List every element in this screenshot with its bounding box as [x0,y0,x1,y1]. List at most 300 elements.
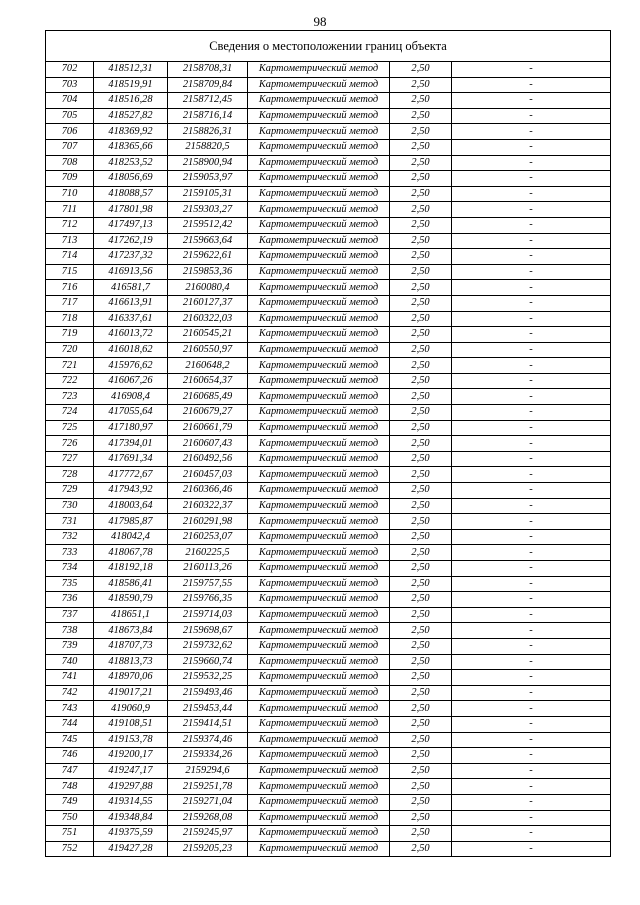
method-cell: Картометрический метод [248,451,390,467]
method-cell: Картометрический метод [248,467,390,483]
precision-cell: 2,50 [390,732,452,748]
method-cell: Картометрический метод [248,841,390,857]
method-cell: Картометрический метод [248,108,390,124]
method-cell: Картометрический метод [248,358,390,374]
y-coordinate-cell: 2160654,37 [168,373,248,389]
y-coordinate-cell: 2160225,5 [168,545,248,561]
precision-cell: 2,50 [390,373,452,389]
point-number-cell: 743 [46,701,94,717]
description-cell: - [452,280,611,296]
precision-cell: 2,50 [390,186,452,202]
boundary-table-container [45,30,610,857]
y-coordinate-cell: 2159245,97 [168,826,248,842]
method-cell: Картометрический метод [248,748,390,764]
table-row [46,373,611,389]
precision-cell: 2,50 [390,763,452,779]
x-coordinate-cell: 417772,67 [94,467,168,483]
precision-cell: 2,50 [390,342,452,358]
table-row [46,810,611,826]
point-number-cell: 729 [46,483,94,499]
y-coordinate-cell: 2159374,46 [168,732,248,748]
precision-cell: 2,50 [390,607,452,623]
description-cell: - [452,186,611,202]
description-cell: - [452,358,611,374]
x-coordinate-cell: 415976,62 [94,358,168,374]
y-coordinate-cell: 2160492,56 [168,451,248,467]
description-cell: - [452,373,611,389]
point-number-cell: 731 [46,514,94,530]
y-coordinate-cell: 2160127,37 [168,295,248,311]
method-cell: Картометрический метод [248,701,390,717]
description-cell: - [452,451,611,467]
description-cell: - [452,826,611,842]
y-coordinate-cell: 2159732,62 [168,638,248,654]
table-title: Сведения о местоположении границ объекта [46,31,611,62]
point-number-cell: 734 [46,561,94,577]
point-number-cell: 710 [46,186,94,202]
table-row [46,701,611,717]
x-coordinate-cell: 418590,79 [94,592,168,608]
point-number-cell: 714 [46,249,94,265]
table-row [46,436,611,452]
method-cell: Картометрический метод [248,93,390,109]
table-row [46,171,611,187]
y-coordinate-cell: 2159105,31 [168,186,248,202]
table-row [46,514,611,530]
table-row [46,529,611,545]
method-cell: Картометрический метод [248,280,390,296]
y-coordinate-cell: 2160550,97 [168,342,248,358]
description-cell: - [452,233,611,249]
method-cell: Картометрический метод [248,436,390,452]
method-cell: Картометрический метод [248,311,390,327]
table-row [46,124,611,140]
table-row [46,77,611,93]
x-coordinate-cell: 419297,88 [94,779,168,795]
point-number-cell: 726 [46,436,94,452]
precision-cell: 2,50 [390,233,452,249]
x-coordinate-cell: 418673,84 [94,623,168,639]
point-number-cell: 706 [46,124,94,140]
precision-cell: 2,50 [390,561,452,577]
point-number-cell: 746 [46,748,94,764]
point-number-cell: 742 [46,685,94,701]
x-coordinate-cell: 417262,19 [94,233,168,249]
table-row [46,233,611,249]
x-coordinate-cell: 416581,7 [94,280,168,296]
point-number-cell: 741 [46,670,94,686]
precision-cell: 2,50 [390,748,452,764]
y-coordinate-cell: 2160648,2 [168,358,248,374]
y-coordinate-cell: 2159268,08 [168,810,248,826]
method-cell: Картометрический метод [248,249,390,265]
precision-cell: 2,50 [390,155,452,171]
table-row [46,295,611,311]
description-cell: - [452,498,611,514]
y-coordinate-cell: 2158712,45 [168,93,248,109]
precision-cell: 2,50 [390,358,452,374]
method-cell: Картометрический метод [248,233,390,249]
y-coordinate-cell: 2160322,37 [168,498,248,514]
y-coordinate-cell: 2159053,97 [168,171,248,187]
point-number-cell: 704 [46,93,94,109]
precision-cell: 2,50 [390,451,452,467]
precision-cell: 2,50 [390,545,452,561]
x-coordinate-cell: 418088,57 [94,186,168,202]
x-coordinate-cell: 419348,84 [94,810,168,826]
table-row [46,342,611,358]
table-row [46,716,611,732]
x-coordinate-cell: 416018,62 [94,342,168,358]
table-row [46,638,611,654]
description-cell: - [452,62,611,78]
table-row [46,389,611,405]
description-cell: - [452,249,611,265]
table-row [46,249,611,265]
table-row [46,654,611,670]
method-cell: Картометрический метод [248,186,390,202]
x-coordinate-cell: 418651,1 [94,607,168,623]
y-coordinate-cell: 2159660,74 [168,654,248,670]
point-number-cell: 748 [46,779,94,795]
precision-cell: 2,50 [390,264,452,280]
x-coordinate-cell: 419153,78 [94,732,168,748]
precision-cell: 2,50 [390,592,452,608]
x-coordinate-cell: 418516,28 [94,93,168,109]
method-cell: Картометрический метод [248,327,390,343]
y-coordinate-cell: 2160679,27 [168,405,248,421]
method-cell: Картометрический метод [248,498,390,514]
point-number-cell: 724 [46,405,94,421]
y-coordinate-cell: 2160253,07 [168,529,248,545]
method-cell: Картометрический метод [248,529,390,545]
method-cell: Картометрический метод [248,483,390,499]
y-coordinate-cell: 2159334,26 [168,748,248,764]
point-number-cell: 740 [46,654,94,670]
description-cell: - [452,810,611,826]
method-cell: Картометрический метод [248,295,390,311]
method-cell: Картометрический метод [248,685,390,701]
method-cell: Картометрический метод [248,732,390,748]
description-cell: - [452,748,611,764]
method-cell: Картометрический метод [248,202,390,218]
x-coordinate-cell: 416908,4 [94,389,168,405]
point-number-cell: 749 [46,794,94,810]
point-number-cell: 723 [46,389,94,405]
point-number-cell: 713 [46,233,94,249]
x-coordinate-cell: 418970,06 [94,670,168,686]
y-coordinate-cell: 2159414,51 [168,716,248,732]
x-coordinate-cell: 418512,31 [94,62,168,78]
precision-cell: 2,50 [390,514,452,530]
point-number-cell: 750 [46,810,94,826]
table-row [46,779,611,795]
y-coordinate-cell: 2160113,26 [168,561,248,577]
x-coordinate-cell: 417801,98 [94,202,168,218]
point-number-cell: 721 [46,358,94,374]
method-cell: Картометрический метод [248,826,390,842]
method-cell: Картометрический метод [248,576,390,592]
x-coordinate-cell: 419375,59 [94,826,168,842]
x-coordinate-cell: 418056,69 [94,171,168,187]
precision-cell: 2,50 [390,327,452,343]
description-cell: - [452,311,611,327]
precision-cell: 2,50 [390,62,452,78]
y-coordinate-cell: 2159757,55 [168,576,248,592]
method-cell: Картометрический метод [248,810,390,826]
x-coordinate-cell: 417180,97 [94,420,168,436]
precision-cell: 2,50 [390,171,452,187]
point-number-cell: 702 [46,62,94,78]
table-row [46,311,611,327]
precision-cell: 2,50 [390,779,452,795]
description-cell: - [452,670,611,686]
x-coordinate-cell: 418067,78 [94,545,168,561]
x-coordinate-cell: 417985,87 [94,514,168,530]
y-coordinate-cell: 2159766,35 [168,592,248,608]
y-coordinate-cell: 2159303,27 [168,202,248,218]
precision-cell: 2,50 [390,576,452,592]
y-coordinate-cell: 2159622,61 [168,249,248,265]
description-cell: - [452,155,611,171]
point-number-cell: 744 [46,716,94,732]
precision-cell: 2,50 [390,701,452,717]
x-coordinate-cell: 418192,18 [94,561,168,577]
precision-cell: 2,50 [390,529,452,545]
method-cell: Картометрический метод [248,514,390,530]
y-coordinate-cell: 2159853,36 [168,264,248,280]
precision-cell: 2,50 [390,420,452,436]
table-row [46,607,611,623]
method-cell: Картометрический метод [248,342,390,358]
y-coordinate-cell: 2159512,42 [168,217,248,233]
table-row [46,280,611,296]
description-cell: - [452,638,611,654]
method-cell: Картометрический метод [248,545,390,561]
table-row [46,62,611,78]
precision-cell: 2,50 [390,685,452,701]
x-coordinate-cell: 419314,55 [94,794,168,810]
y-coordinate-cell: 2160080,4 [168,280,248,296]
description-cell: - [452,561,611,577]
description-cell: - [452,124,611,140]
y-coordinate-cell: 2160607,43 [168,436,248,452]
description-cell: - [452,139,611,155]
method-cell: Картометрический метод [248,561,390,577]
description-cell: - [452,77,611,93]
point-number-cell: 745 [46,732,94,748]
description-cell: - [452,420,611,436]
point-number-cell: 752 [46,841,94,857]
precision-cell: 2,50 [390,124,452,140]
point-number-cell: 739 [46,638,94,654]
x-coordinate-cell: 418042,4 [94,529,168,545]
table-row [46,186,611,202]
precision-cell: 2,50 [390,436,452,452]
description-cell: - [452,763,611,779]
table-row [46,467,611,483]
precision-cell: 2,50 [390,794,452,810]
y-coordinate-cell: 2159714,03 [168,607,248,623]
method-cell: Картометрический метод [248,420,390,436]
y-coordinate-cell: 2158826,31 [168,124,248,140]
point-number-cell: 707 [46,139,94,155]
precision-cell: 2,50 [390,295,452,311]
method-cell: Картометрический метод [248,217,390,233]
y-coordinate-cell: 2158900,94 [168,155,248,171]
y-coordinate-cell: 2160685,49 [168,389,248,405]
x-coordinate-cell: 417691,34 [94,451,168,467]
description-cell: - [452,217,611,233]
description-cell: - [452,716,611,732]
y-coordinate-cell: 2159698,67 [168,623,248,639]
point-number-cell: 722 [46,373,94,389]
description-cell: - [452,436,611,452]
table-row [46,93,611,109]
x-coordinate-cell: 416913,56 [94,264,168,280]
point-number-cell: 737 [46,607,94,623]
table-row [46,545,611,561]
y-coordinate-cell: 2159453,44 [168,701,248,717]
y-coordinate-cell: 2160322,03 [168,311,248,327]
precision-cell: 2,50 [390,483,452,499]
precision-cell: 2,50 [390,217,452,233]
point-number-cell: 705 [46,108,94,124]
description-cell: - [452,685,611,701]
point-number-cell: 716 [46,280,94,296]
description-cell: - [452,623,611,639]
y-coordinate-cell: 2159493,46 [168,685,248,701]
method-cell: Картометрический метод [248,373,390,389]
x-coordinate-cell: 418253,52 [94,155,168,171]
point-number-cell: 712 [46,217,94,233]
table-body [46,62,611,857]
x-coordinate-cell: 418527,82 [94,108,168,124]
point-number-cell: 711 [46,202,94,218]
x-coordinate-cell: 417497,13 [94,217,168,233]
x-coordinate-cell: 416613,91 [94,295,168,311]
table-row [46,592,611,608]
point-number-cell: 719 [46,327,94,343]
x-coordinate-cell: 416013,72 [94,327,168,343]
precision-cell: 2,50 [390,202,452,218]
precision-cell: 2,50 [390,498,452,514]
description-cell: - [452,327,611,343]
method-cell: Картометрический метод [248,592,390,608]
point-number-cell: 735 [46,576,94,592]
precision-cell: 2,50 [390,405,452,421]
point-number-cell: 736 [46,592,94,608]
description-cell: - [452,732,611,748]
description-cell: - [452,779,611,795]
table-row [46,217,611,233]
y-coordinate-cell: 2159532,25 [168,670,248,686]
method-cell: Картометрический метод [248,654,390,670]
method-cell: Картометрический метод [248,124,390,140]
y-coordinate-cell: 2160366,46 [168,483,248,499]
description-cell: - [452,654,611,670]
table-row [46,108,611,124]
method-cell: Картометрический метод [248,389,390,405]
table-row [46,841,611,857]
x-coordinate-cell: 417055,64 [94,405,168,421]
x-coordinate-cell: 419200,17 [94,748,168,764]
table-row [46,670,611,686]
precision-cell: 2,50 [390,311,452,327]
method-cell: Картометрический метод [248,670,390,686]
y-coordinate-cell: 2159205,23 [168,841,248,857]
description-cell: - [452,108,611,124]
table-row [46,264,611,280]
table-row [46,561,611,577]
precision-cell: 2,50 [390,623,452,639]
precision-cell: 2,50 [390,638,452,654]
table-row [46,623,611,639]
method-cell: Картометрический метод [248,139,390,155]
precision-cell: 2,50 [390,93,452,109]
table-row [46,794,611,810]
table-row [46,155,611,171]
point-number-cell: 720 [46,342,94,358]
y-coordinate-cell: 2158709,84 [168,77,248,93]
description-cell: - [452,794,611,810]
x-coordinate-cell: 418707,73 [94,638,168,654]
description-cell: - [452,171,611,187]
table-row [46,498,611,514]
description-cell: - [452,202,611,218]
table-row [46,139,611,155]
point-number-cell: 727 [46,451,94,467]
method-cell: Картометрический метод [248,171,390,187]
method-cell: Картометрический метод [248,77,390,93]
table-row [46,826,611,842]
x-coordinate-cell: 419427,28 [94,841,168,857]
y-coordinate-cell: 2160661,79 [168,420,248,436]
table-row [46,763,611,779]
point-number-cell: 715 [46,264,94,280]
y-coordinate-cell: 2159294,6 [168,763,248,779]
x-coordinate-cell: 418003,64 [94,498,168,514]
description-cell: - [452,93,611,109]
y-coordinate-cell: 2158708,31 [168,62,248,78]
point-number-cell: 728 [46,467,94,483]
description-cell: - [452,342,611,358]
precision-cell: 2,50 [390,810,452,826]
precision-cell: 2,50 [390,77,452,93]
x-coordinate-cell: 418369,92 [94,124,168,140]
y-coordinate-cell: 2158820,5 [168,139,248,155]
method-cell: Картометрический метод [248,62,390,78]
method-cell: Картометрический метод [248,405,390,421]
point-number-cell: 703 [46,77,94,93]
description-cell: - [452,514,611,530]
table-title-row [46,31,611,62]
table-row [46,358,611,374]
precision-cell: 2,50 [390,841,452,857]
x-coordinate-cell: 417943,92 [94,483,168,499]
table-row [46,576,611,592]
description-cell: - [452,264,611,280]
table-row [46,202,611,218]
x-coordinate-cell: 418586,41 [94,576,168,592]
x-coordinate-cell: 419017,21 [94,685,168,701]
method-cell: Картометрический метод [248,763,390,779]
x-coordinate-cell: 417237,32 [94,249,168,265]
y-coordinate-cell: 2160291,98 [168,514,248,530]
x-coordinate-cell: 416337,61 [94,311,168,327]
point-number-cell: 747 [46,763,94,779]
y-coordinate-cell: 2159271,04 [168,794,248,810]
